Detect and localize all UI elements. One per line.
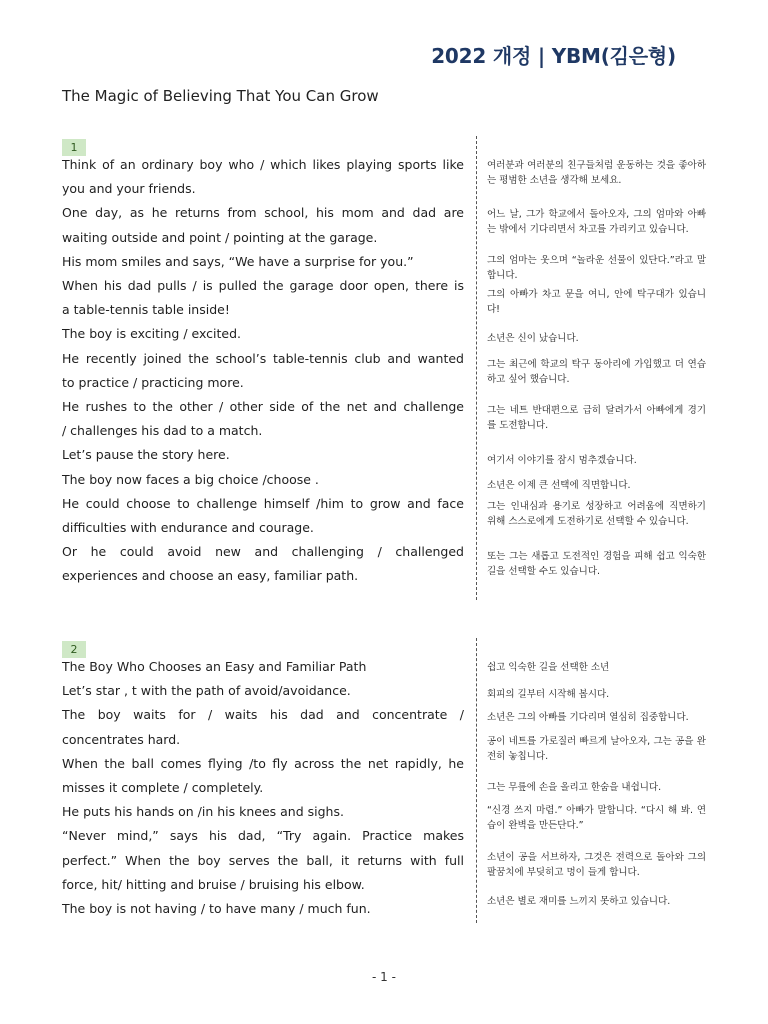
- korean-translation-2-5: 그는 무릎에 손을 올리고 한숨을 내쉽니다.: [487, 782, 662, 793]
- english-line: to practice / practicing more.: [62, 374, 244, 390]
- english-line: His mom smiles and says, “We have a surprise for you.”: [62, 253, 414, 269]
- korean-translation-1-11: 또는 그는 새롭고 도전적인 경험을 피해 쉽고 익숙한 길을 선택할 수도 있습니다.: [487, 551, 706, 577]
- english-line: He puts his hands on /in his knees and sighs.: [62, 804, 344, 820]
- korean-translation-1-4: 그의 아빠가 차고 문을 여니, 안에 탁구대가 있습니다!: [487, 289, 706, 315]
- english-line: misses it complete / completely.: [62, 780, 264, 796]
- english-line: Let’s pause the story here.: [62, 447, 230, 463]
- korean-translation-2-7: 소년이 공을 서브하자, 그것은 전력으로 돌아와 그의 팔꿈치에 부딪히고 멍이 들게 합니다.: [487, 852, 706, 878]
- column-divider: [476, 638, 477, 923]
- english-line: The boy is not having / to have many / much fun.: [62, 901, 371, 917]
- header-title: 2022 개정 | YBM(김은형): [431, 44, 676, 68]
- english-line: experiences and choose an easy, familiar path.: [62, 568, 359, 584]
- english-line: / challenges his dad to a match.: [62, 423, 263, 439]
- english-line: He recently joined the school’s table-tennis club and wanted: [62, 350, 464, 366]
- english-line: concentrates hard.: [62, 731, 181, 747]
- english-line: The Boy Who Chooses an Easy and Familiar Path: [62, 659, 367, 674]
- korean-translation-1-2: 어느 날, 그가 학교에서 돌아오자, 그의 엄마와 아빠는 밖에서 기다리면서 차고를 가리키고 있습니다.: [487, 209, 706, 235]
- english-line: Think of an ordinary boy who / which likes playing sports like: [62, 157, 464, 172]
- english-line: perfect.” When the boy serves the ball, it returns with full: [62, 852, 464, 868]
- english-line: a table-tennis table inside!: [62, 302, 230, 318]
- korean-translation-1-10: 그는 인내심과 용기로 성장하고 어려움에 직면하기 위해 스스로에게 도전하기로 선택할 수 있습니다.: [487, 501, 706, 527]
- korean-translation-1-6: 그는 최근에 학교의 탁구 동아리에 가입했고 더 연습하고 싶어 했습니다.: [487, 359, 706, 385]
- korean-translation-1-5: 소년은 신이 났습니다.: [487, 333, 579, 344]
- english-line: The boy now faces a big choice /choose .: [62, 471, 319, 487]
- english-line: The boy waits for / waits his dad and concentrate /: [62, 707, 464, 723]
- english-text-section-1: [62, 153, 464, 589]
- korean-translation-2-4: 공이 네트를 가로질러 빠르게 날아오자, 그는 공을 완전히 놓칩니다.: [487, 736, 706, 762]
- english-line: Or he could avoid new and challenging / challenged: [62, 544, 464, 560]
- english-line: you and your friends.: [62, 181, 196, 197]
- section-number-badge: 2: [62, 641, 86, 658]
- english-line: Let’s star , t with the path of avoid/avoidance.: [62, 683, 351, 699]
- korean-translation-1-8: 여기서 이야기를 잠시 멈추겠습니다.: [487, 455, 637, 466]
- english-line: When his dad pulls / is pulled the garage door open, there is: [62, 278, 464, 294]
- korean-translation-2-1: 쉽고 익숙한 길을 선택한 소년: [487, 662, 610, 673]
- document-title: The Magic of Believing That You Can Grow: [62, 87, 379, 105]
- korean-translation-1-1: 여러분과 여러분의 친구들처럼 운동하는 것을 좋아하는 평범한 소년을 생각해 보세요.: [487, 160, 706, 186]
- english-line: One day, as he returns from school, his mom and dad are: [62, 205, 464, 221]
- english-line: He could choose to challenge himself /him to grow and face: [62, 495, 464, 511]
- english-line: The boy is exciting / excited.: [62, 326, 242, 342]
- english-line: difficulties with endurance and courage.: [62, 520, 314, 536]
- english-text-section-2: [62, 655, 464, 921]
- section-number-badge: 1: [62, 139, 86, 156]
- korean-translation-1-9: 소년은 이제 큰 선택에 직면합니다.: [487, 480, 631, 491]
- page-number: - 1 -: [372, 970, 396, 984]
- english-line: waiting outside and point / pointing at the garage.: [62, 229, 378, 245]
- english-line: When the ball comes flying /to fly across the net rapidly, he: [62, 755, 464, 771]
- korean-translation-1-7: 그는 네트 반대편으로 급히 달려가서 아빠에게 경기를 도전합니다.: [487, 405, 706, 431]
- korean-translation-2-8: 소년은 별로 재미를 느끼지 못하고 있습니다.: [487, 896, 671, 907]
- english-line: force, hit/ hitting and bruise / bruising his elbow.: [62, 876, 365, 892]
- english-line: “Never mind,” says his dad, “Try again. Practice makes: [62, 828, 464, 844]
- korean-translation-2-2: 회피의 길부터 시작해 봅시다.: [487, 689, 610, 700]
- korean-translation-1-3: 그의 엄마는 웃으며 “놀라운 선물이 있단다.”라고 말합니다.: [487, 255, 706, 281]
- column-divider: [476, 136, 477, 600]
- korean-translation-2-6: “신경 쓰지 마렴.” 아빠가 말합니다. “다시 해 봐. 연습이 완벽을 만든단다.”: [487, 805, 706, 831]
- korean-translation-2-3: 소년은 그의 아빠를 기다리며 열심히 집중합니다.: [487, 712, 689, 723]
- english-line: He rushes to the other / other side of the net and challenge: [62, 399, 464, 415]
